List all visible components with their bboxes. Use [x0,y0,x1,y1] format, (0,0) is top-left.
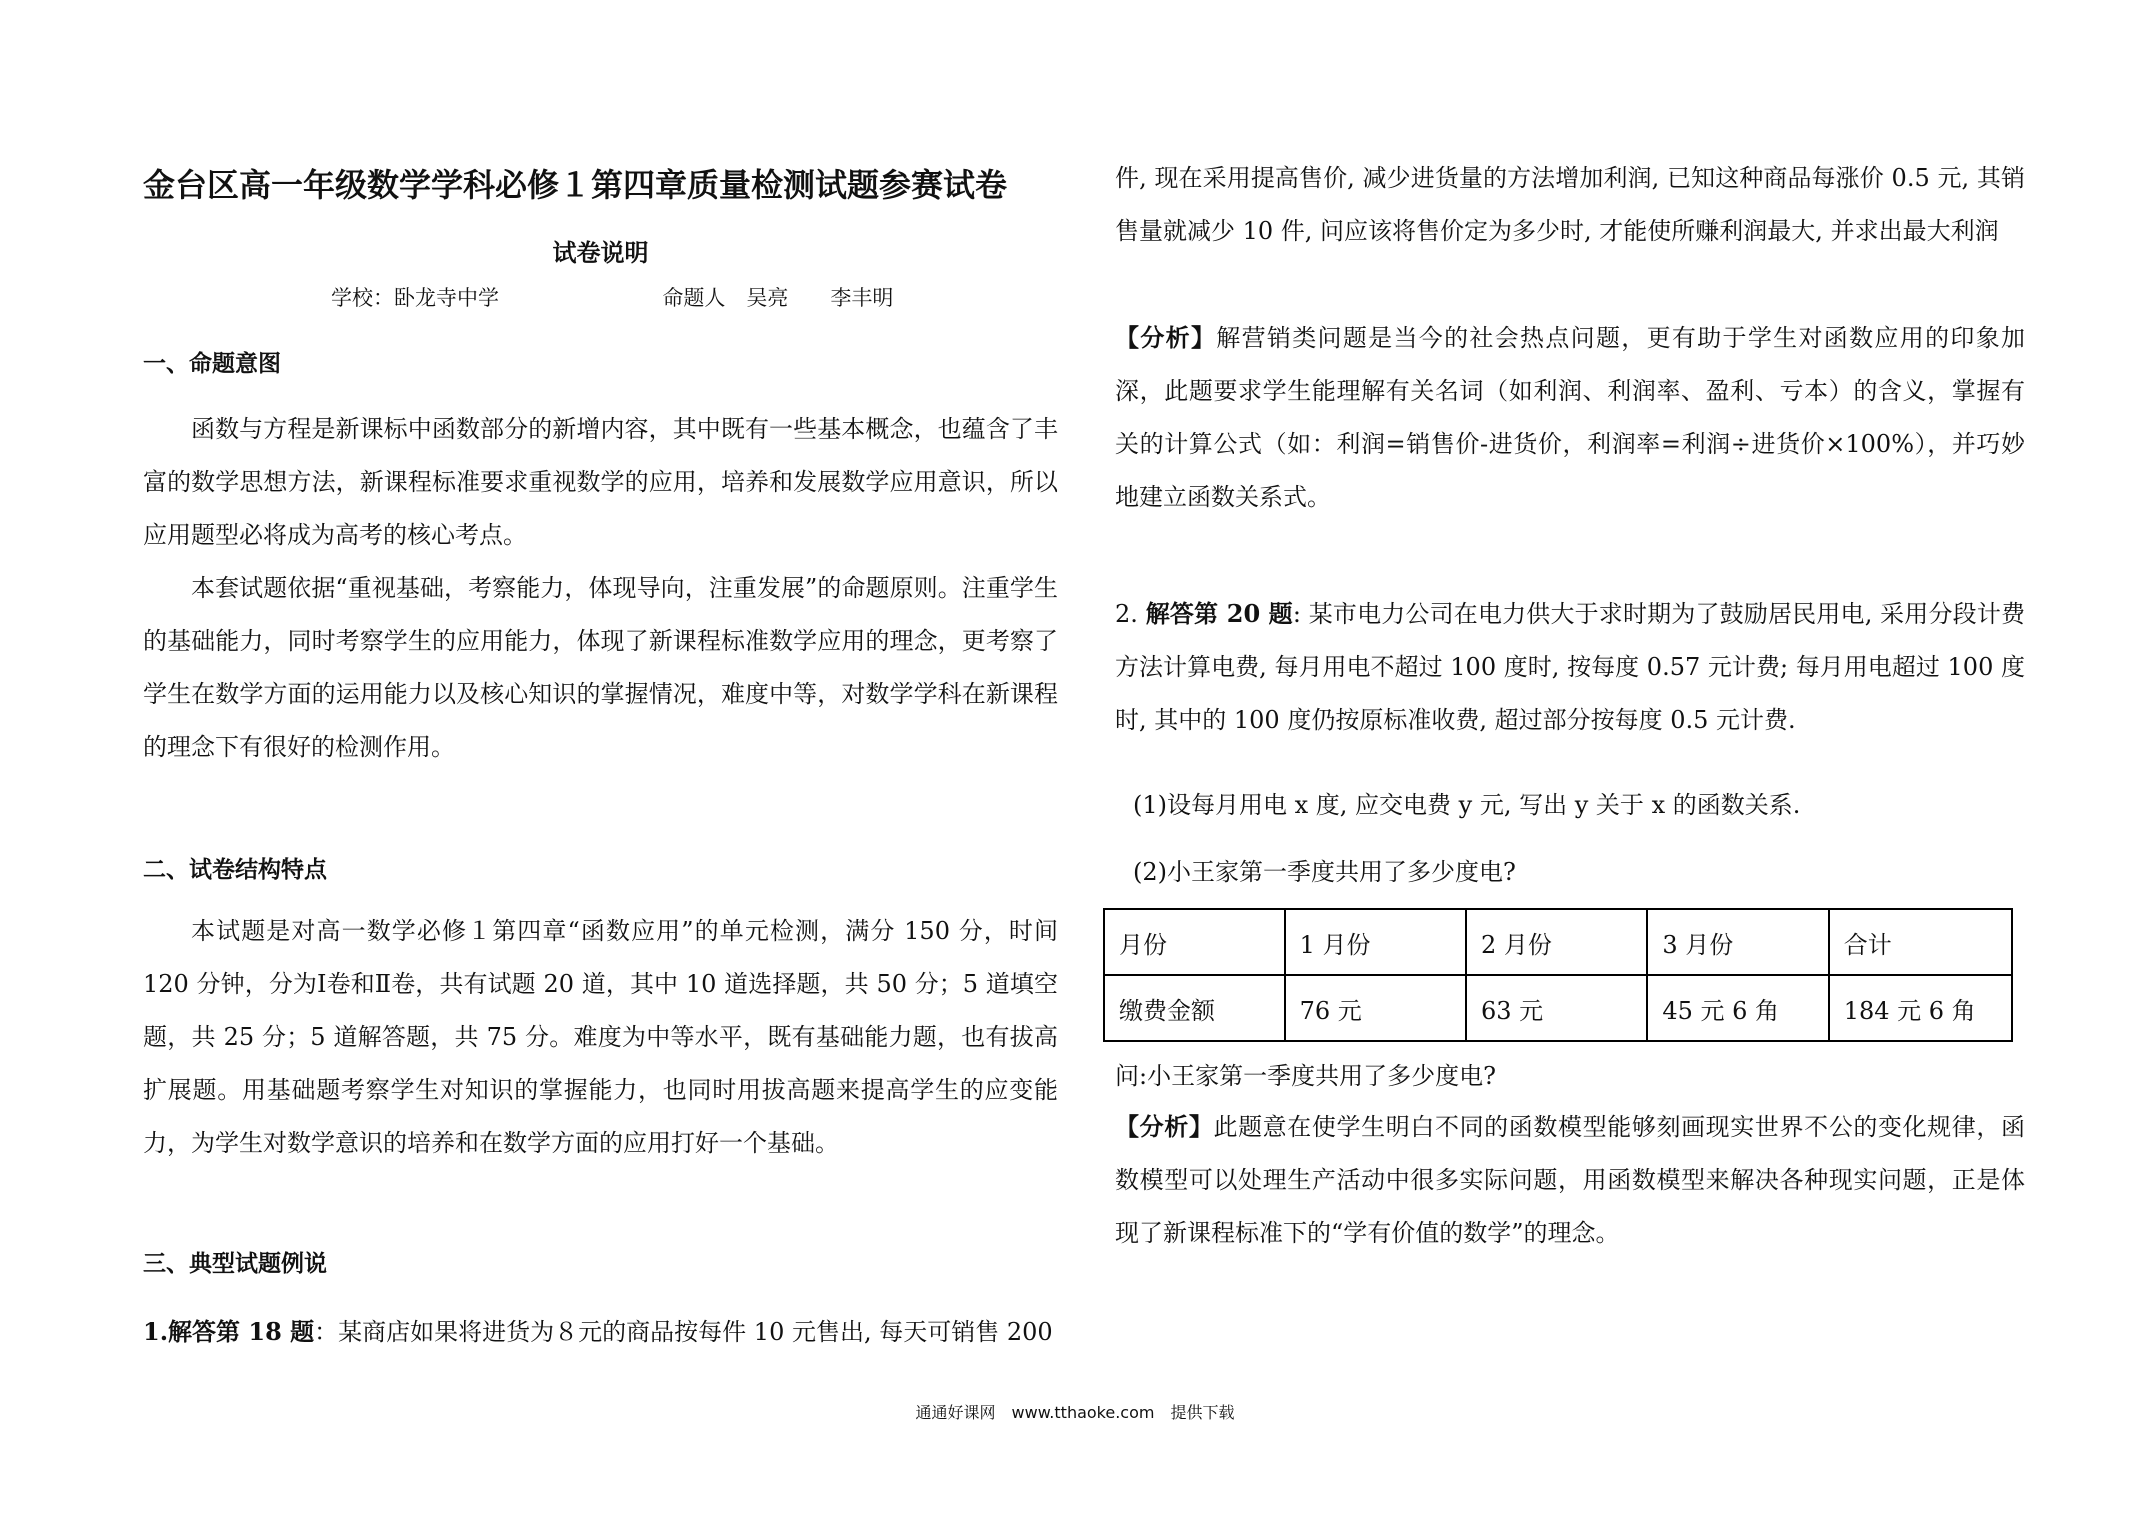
fee-table [1103,908,2013,1042]
table-cell: 合计 [1829,909,2012,975]
question2-analysis [1115,1100,2025,1260]
section1-heading: 一、命题意图 [143,350,281,377]
question1-intro [143,1305,1058,1359]
question1-continuation: 件, 现在采用提高售价, 减少进货量的方法增加利润, 已知这种商品每涨价 0.5 元, 其销售量就减少 10 件, 问应该将售价定为多少时, 才能使所赚利润最大, 并求出最大利润 [1115,164,2025,245]
section2-para: 本试题是对高一数学必修１第四章“函数应用”的单元检测，满分 150 分，时间 120 分钟，分为Ⅰ卷和Ⅱ卷，共有试题 20 道，其中 10 道选择题，共 50 分；5 道填空题，共 25 分；5 道解答题，共 75 分。难度为中等水平，既有基础能力题，也有拔高扩展题。用基础题考察学生对知识的掌握能力，也同时用拔高题来提高学生的应变能力，为学生对数学意识的培养和在数学方面的应用打好一个基础。 [143,917,1058,1157]
table-cell: 2 月份 [1466,909,1647,975]
footer-credit: 通通好课网 www.tthaoke.com 提供下载 [915,1403,1235,1422]
section1-para1: 函数与方程是新课标中函数部分的新增内容，其中既有一些基本概念，也蕴含了丰富的数学思想方法，新课程标准要求重视数学的应用，培养和发展数学应用意识，所以应用题型必将成为高考的核心考点。 [143,415,1058,549]
question2-analysis-text: 此题意在使学生明白不同的函数模型能够刻画现实世界不公的变化规律，函数模型可以处理生产活动中很多实际问题，用函数模型来解决各种现实问题，正是体现了新课程标准下的“学有价值的数学”的理念。 [1115,1113,2026,1247]
section3-heading: 三、典型试题例说 [143,1250,327,1277]
author-names: 命题人 吴亮 李丰明 [662,286,894,310]
table-cell: 63 元 [1466,975,1647,1041]
table-header-row [1104,909,2012,975]
section2-heading: 二、试卷结构特点 [143,856,327,883]
question2-sub1: (1)设每月用电 x 度, 应交电费 y 元, 写出 y 关于 x 的函数关系. [1133,791,1801,819]
table-cell: 缴费金额 [1104,975,1285,1041]
question2-sub2: (2)小王家第一季度共用了多少度电? [1133,858,1516,886]
table-cell: 184 元 6 角 [1829,975,2012,1041]
section1-para2: 本套试题依据“重视基础，考察能力，体现导向，注重发展”的命题原则。注重学生的基础能力，同时考察学生的应用能力，体现了新课程标准数学应用的理念，更考察了学生在数学方面的运用能力以及核心知识的掌握情况，难度中等，对数学学科在新课程的理念下有很好的检测作用。 [143,574,1058,761]
analysis-label: 【分析】 [1115,323,1217,352]
table-row [1104,975,2012,1041]
page-title: 金台区高一年级数学学科必修１第四章质量检测试题参赛试卷 [143,166,1008,204]
table-cell: 45 元 6 角 [1647,975,1828,1041]
table-cell: 3 月份 [1647,909,1828,975]
question2-question: 问:小王家第一季度共用了多少度电? [1115,1062,1496,1090]
meta-line [331,282,893,312]
analysis-label: 【分析】 [1115,1112,1214,1141]
question1-analysis-text: 解营销类问题是当今的社会热点问题，更有助于学生对函数应用的印象加深，此题要求学生能理解有关名词（如利润、利润率、盈利、亏本）的含义，掌握有关的计算公式（如：利润=销售价-进货价，利润率=利润÷进货价×100%），并巧妙地建立函数关系式。 [1115,324,2026,511]
table-cell: 月份 [1104,909,1285,975]
question1-label: 1.解答第 18 题 [143,1317,315,1346]
subtitle: 试卷说明 [552,238,649,267]
question2 [1115,587,2025,747]
question2-label: 解答第 20 题 [1145,599,1293,628]
question2-number: 2. [1115,600,1138,628]
table-cell: 1 月份 [1285,909,1466,975]
table-cell: 76 元 [1285,975,1466,1041]
question1-text: ：某商店如果将进货为８元的商品按每件 10 元售出, 每天可销售 200 [314,1318,1053,1346]
question1-analysis [1115,311,2025,524]
question2-text: : 某市电力公司在电力供大于求时期为了鼓励居民用电, 采用分段计费方法计算电费, 每月用电不超过 100 度时, 按每度 0.57 元计费; 每月用电超过 100 度时, 其中的 100 度仍按原标准收费, 超过部分按每度 0.5 元计费. [1115,600,2025,734]
school-name: 学校：卧龙寺中学 [331,286,499,310]
